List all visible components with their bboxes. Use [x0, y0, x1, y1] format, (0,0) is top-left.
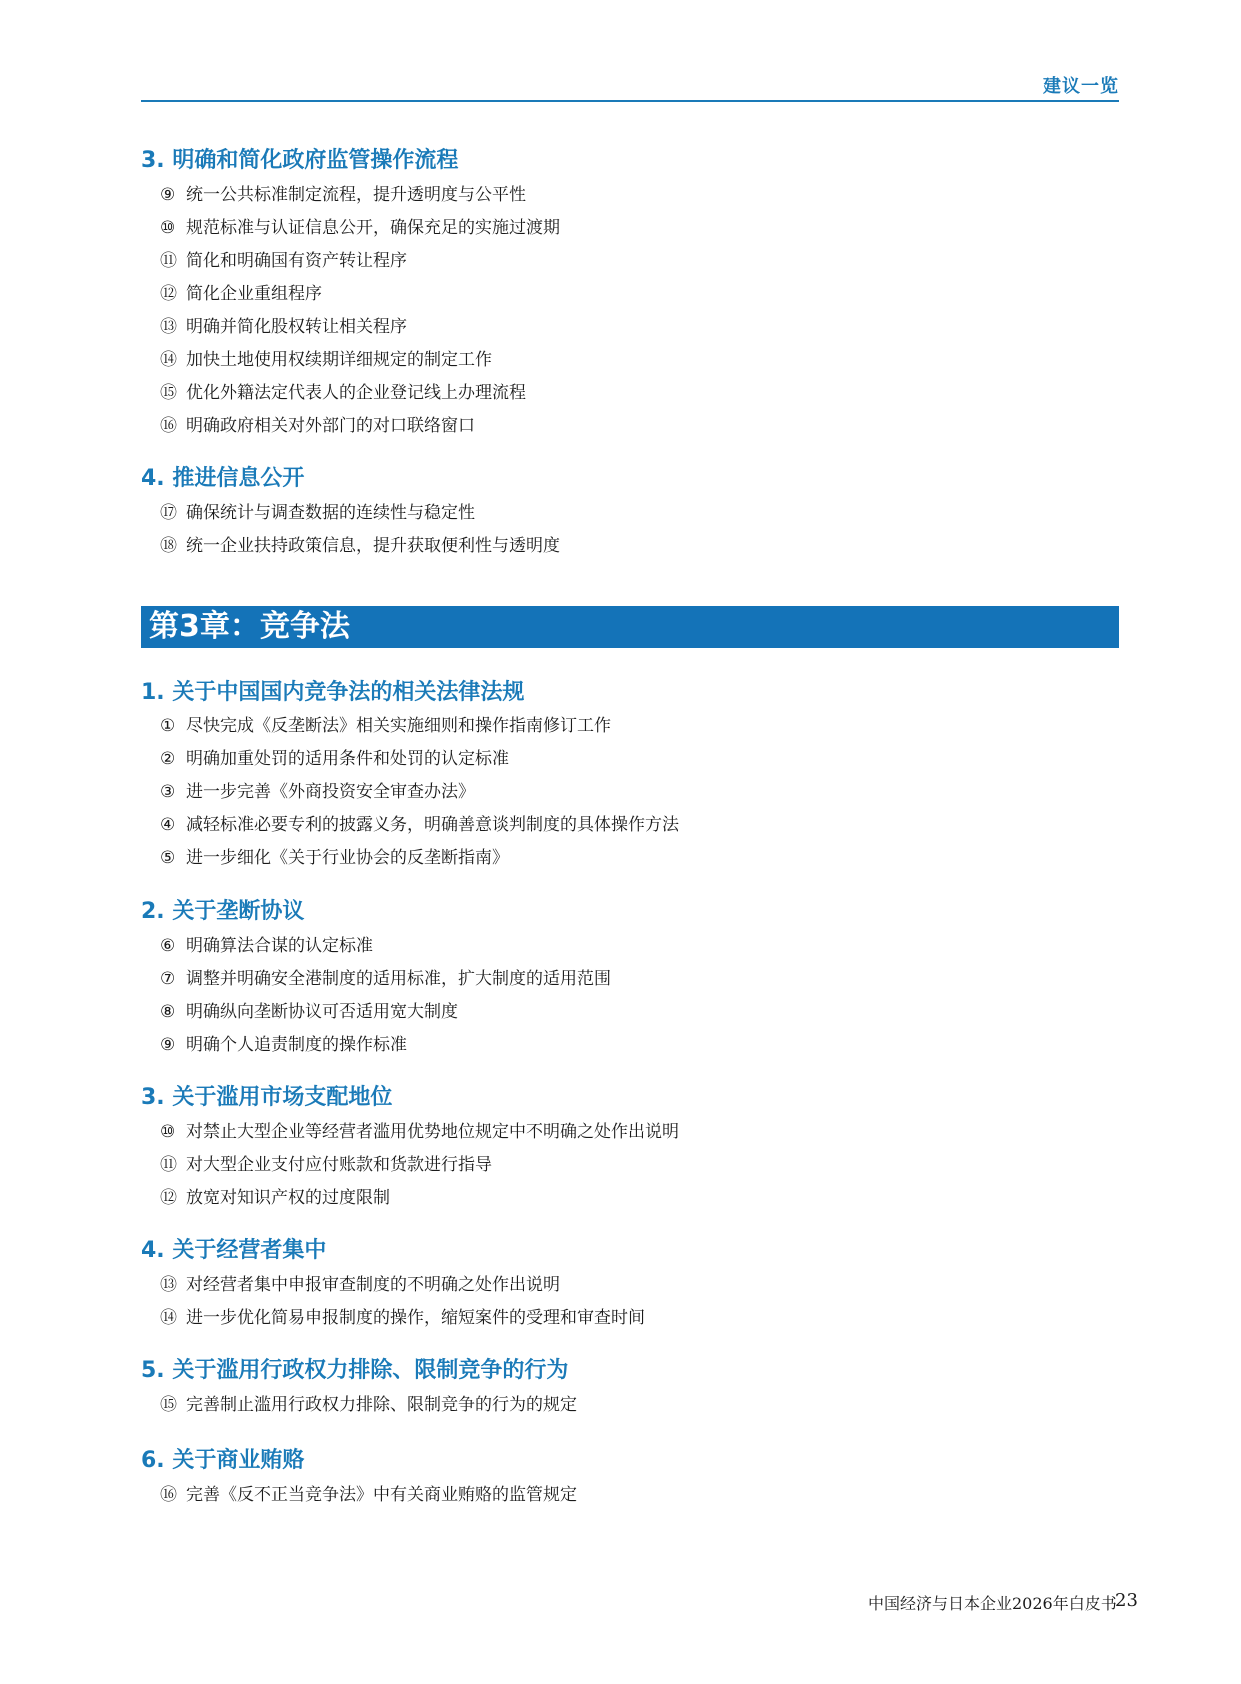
header-rule: [141, 100, 1119, 102]
list-item: ⑧ 明确纵向垄断协议可否适用宽大制度: [160, 1002, 458, 1022]
list-item: ⑦ 调整并明确安全港制度的适用标准，扩大制度的适用范围: [160, 969, 611, 989]
header-label: 建议一览: [1043, 76, 1119, 97]
page-number: 23: [1115, 1590, 1138, 1611]
list-item: ⑪ 对大型企业支付应付账款和货款进行指导: [160, 1155, 492, 1175]
item-list: [160, 710, 679, 875]
item-list: [160, 1269, 645, 1335]
item-list: [160, 1479, 577, 1512]
list-item: ⑱ 统一企业扶持政策信息，提升获取便利性与透明度: [160, 536, 560, 556]
footer-title: 中国经济与日本企业2026年白皮书: [868, 1594, 1117, 1613]
chapter-banner: [141, 606, 1119, 648]
list-item: ⑬ 对经营者集中申报审查制度的不明确之处作出说明: [160, 1275, 560, 1295]
section-title: 4. 关于经营者集中: [141, 1238, 327, 1263]
list-item: ⑩ 对禁止大型企业等经营者滥用优势地位规定中不明确之处作出说明: [160, 1122, 679, 1142]
chapter-title: 第3章：竞争法: [149, 609, 350, 644]
list-item: ⑫ 放宽对知识产权的过度限制: [160, 1188, 390, 1208]
list-item: ⑤ 进一步细化《关于行业协会的反垄断指南》: [160, 848, 509, 868]
list-item: ⑪ 简化和明确国有资产转让程序: [160, 251, 407, 271]
item-list: [160, 1389, 577, 1422]
list-item: ⑨ 明确个人追责制度的操作标准: [160, 1035, 407, 1055]
section-title: 3. 关于滥用市场支配地位: [141, 1085, 393, 1110]
item-list: [160, 1116, 679, 1215]
item-list: [160, 497, 560, 563]
list-item: ⑭ 加快土地使用权续期详细规定的制定工作: [160, 350, 492, 370]
section-title: 6. 关于商业贿赂: [141, 1448, 305, 1473]
list-item: ② 明确加重处罚的适用条件和处罚的认定标准: [160, 749, 509, 769]
list-item: ④ 减轻标准必要专利的披露义务，明确善意谈判制度的具体操作方法: [160, 815, 679, 835]
list-item: ⑯ 明确政府相关对外部门的对口联络窗口: [160, 416, 475, 436]
section-title: 5. 关于滥用行政权力排除、限制竞争的行为: [141, 1358, 569, 1383]
item-list: [160, 179, 560, 443]
list-item: ⑫ 简化企业重组程序: [160, 284, 322, 304]
section-title: 4. 推进信息公开: [141, 466, 305, 491]
section-title: 2. 关于垄断协议: [141, 899, 305, 924]
list-item: ⑭ 进一步优化简易申报制度的操作，缩短案件的受理和审查时间: [160, 1308, 645, 1328]
list-item: ⑯ 完善《反不正当竞争法》中有关商业贿赂的监管规定: [160, 1485, 577, 1505]
list-item: ⑥ 明确算法合谋的认定标准: [160, 936, 373, 956]
list-item: ⑩ 规范标准与认证信息公开，确保充足的实施过渡期: [160, 218, 560, 238]
list-item: ③ 进一步完善《外商投资安全审查办法》: [160, 782, 475, 802]
section-title: 3. 明确和简化政府监管操作流程: [141, 148, 459, 173]
list-item: ⑮ 优化外籍法定代表人的企业登记线上办理流程: [160, 383, 526, 403]
list-item: ⑬ 明确并简化股权转让相关程序: [160, 317, 407, 337]
item-list: [160, 930, 611, 1062]
list-item: ⑨ 统一公共标准制定流程，提升透明度与公平性: [160, 185, 526, 205]
list-item: ⑮ 完善制止滥用行政权力排除、限制竞争的行为的规定: [160, 1395, 577, 1415]
section-title: 1. 关于中国国内竞争法的相关法律法规: [141, 680, 525, 705]
list-item: ① 尽快完成《反垄断法》相关实施细则和操作指南修订工作: [160, 716, 611, 736]
list-item: ⑰ 确保统计与调查数据的连续性与稳定性: [160, 503, 475, 523]
